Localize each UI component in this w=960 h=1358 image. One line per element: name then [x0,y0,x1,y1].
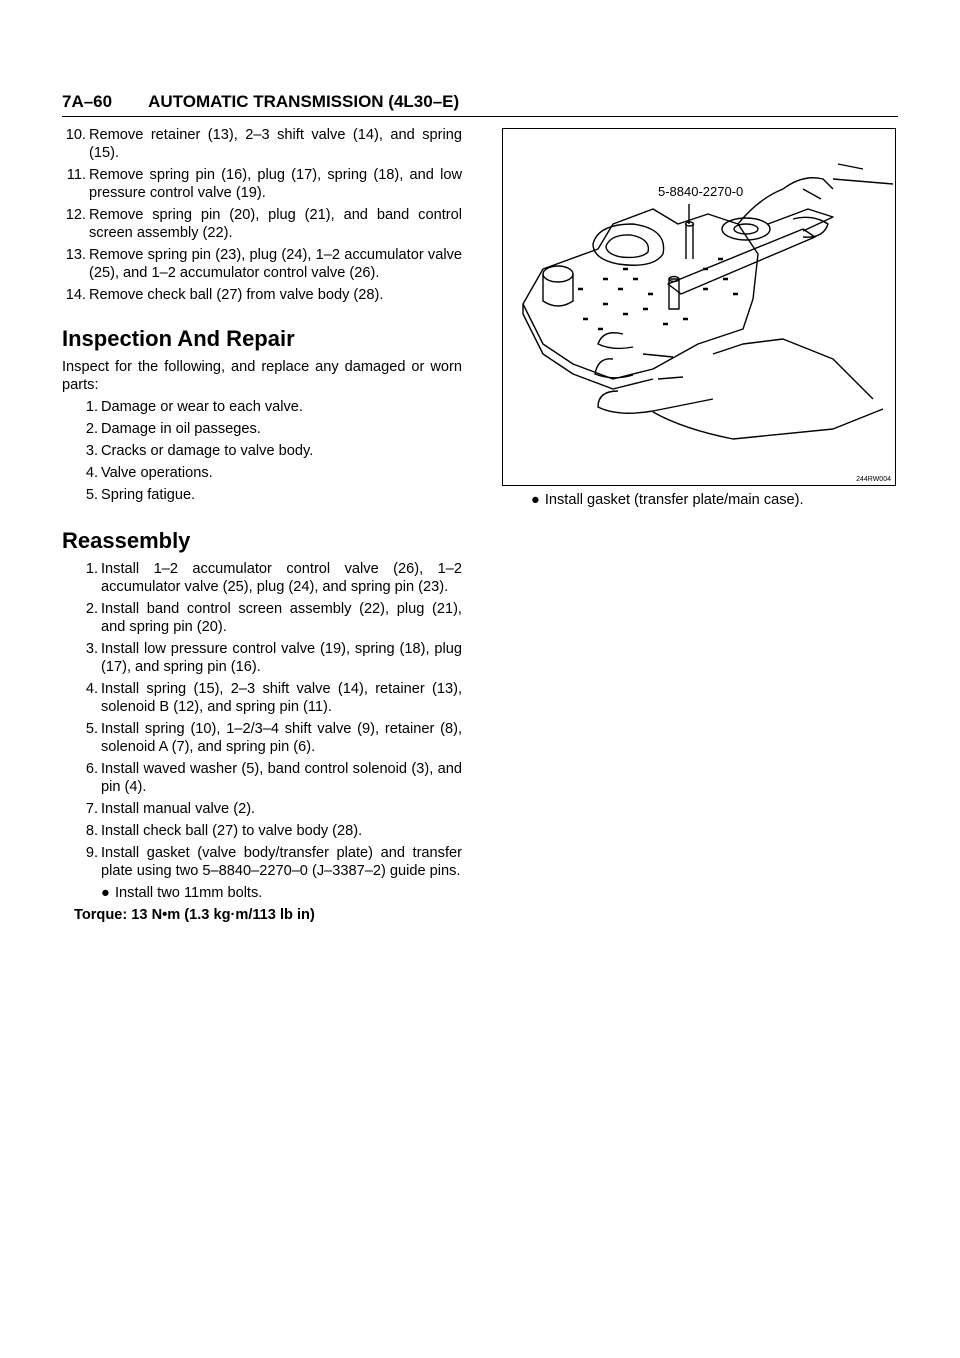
step-number: 4. [85,681,98,697]
step-number: 5. [85,487,98,503]
reassembly-step [74,640,462,676]
header-rule [62,116,898,117]
step-text: Valve operations. [101,465,213,481]
step-text: Install gasket (valve body/transfer plate) and transfer plate using two 5–8840–2270–0 (J–3387–2) guide pins. [101,845,462,879]
step-text: Remove spring pin (23), plug (24), 1–2 accumulator valve (25), and 1–2 accumulator control valve (26). [89,247,462,281]
step-text: Remove spring pin (16), plug (17), spring (18), and low pressure control valve (19). [89,167,462,201]
step-number: 7. [85,801,98,817]
removal-step [62,126,462,162]
inspection-heading: Inspection And Repair [62,326,295,351]
step-text: Remove spring pin (20), plug (21), and band control screen assembly (22). [89,207,462,241]
reassembly-step [74,760,462,796]
step-number: 2. [85,601,98,617]
step-text: Install spring (10), 1–2/3–4 shift valve (9), retainer (8), solenoid A (7), and spring pin (6). [101,721,462,755]
step-text: Install 1–2 accumulator control valve (26), 1–2 accumulator valve (25), plug (24), and spring pin (23). [101,561,462,595]
step-number: 1. [85,399,98,415]
inspection-item [74,486,462,504]
step-text: Cracks or damage to valve body. [101,443,314,459]
step-text: Damage in oil passeges. [101,421,261,437]
step-number: 13. [65,247,86,263]
torque-spec: Torque: 13 N•m (1.3 kg·m/113 lb in) [74,907,315,923]
reassembly-step [74,560,462,596]
removal-steps [62,126,462,304]
inspection-item [74,464,462,482]
reassembly-bullet [101,884,462,902]
bullet-text: Install two 11mm bolts. [115,885,263,901]
step-text: Spring fatigue. [101,487,196,503]
step-number: 1. [85,561,98,577]
reassembly-step [74,720,462,756]
step-text: Install low pressure control valve (19), spring (18), plug (17), and spring pin (16). [101,641,462,675]
caption-text: Install gasket (transfer plate/main case). [544,492,804,508]
inspection-list [62,398,462,504]
page-title: AUTOMATIC TRANSMISSION (4L30–E) [148,92,460,111]
page-number: 7A–60 [62,92,113,111]
figure-caption [531,491,804,509]
step-number: 3. [85,641,98,657]
reassembly-step [74,680,462,716]
step-text: Install manual valve (2). [101,801,256,817]
step-text: Install check ball (27) to valve body (28). [101,823,363,839]
step-text: Install band control screen assembly (22), plug (21), and spring pin (20). [101,601,462,635]
reassembly-step [74,822,462,840]
step-number: 9. [85,845,98,861]
reassembly-heading: Reassembly [62,528,191,553]
step-number: 3. [85,443,98,459]
removal-step [62,166,462,202]
removal-step [62,206,462,242]
step-text: Remove check ball (27) from valve body (28). [89,287,384,303]
valve-body-illustration [503,129,894,484]
reassembly-step [74,600,462,636]
inspection-item [74,442,462,460]
step-number: 6. [85,761,98,777]
inspection-intro: Inspect for the following, and replace any damaged or worn parts: [62,359,462,393]
step-number: 5. [85,721,98,737]
figure-illustration [502,128,896,486]
step-number: 2. [85,421,98,437]
step-text: Install spring (15), 2–3 shift valve (14), retainer (13), solenoid B (12), and spring pin (11). [101,681,462,715]
step-text: Install waved washer (5), band control solenoid (3), and pin (4). [101,761,462,795]
step-number: 11. [66,167,86,183]
reassembly-bullet-row [74,884,462,902]
figure-code: 244RW004 [856,476,891,483]
step-number: 8. [85,823,98,839]
bullet-icon: ● [101,885,110,901]
bullet-icon: ● [531,492,540,508]
tool-label: 5-8840-2270-0 [658,184,744,199]
step-number: 14. [65,287,86,303]
removal-step [62,246,462,282]
step-text: Remove retainer (13), 2–3 shift valve (14), and spring (15). [89,127,462,161]
step-number: 4. [85,465,98,481]
reassembly-step [74,844,462,880]
step-number: 10. [65,127,86,143]
inspection-item [74,420,462,438]
reassembly-list [62,560,462,880]
removal-step [62,286,462,304]
reassembly-step [74,800,462,818]
step-number: 12. [65,207,86,223]
page-header [62,92,459,112]
left-column [62,126,462,924]
step-text: Damage or wear to each valve. [101,399,303,415]
inspection-item [74,398,462,416]
